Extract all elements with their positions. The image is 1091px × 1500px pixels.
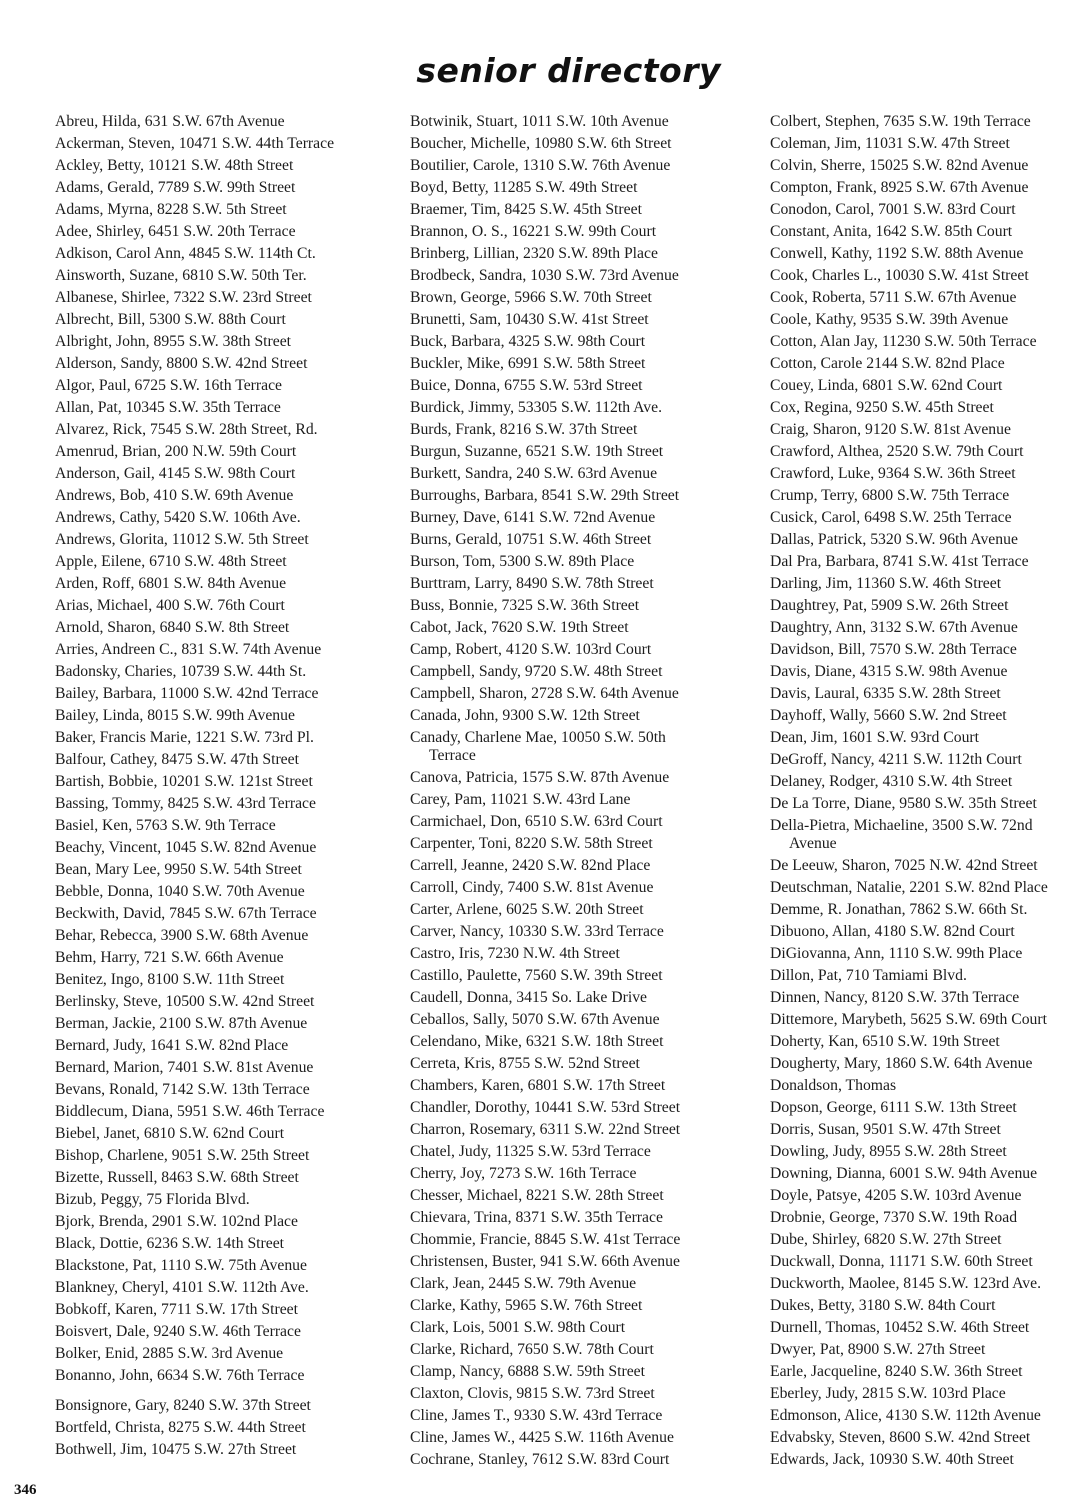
directory-entry: Clarke, Richard, 7650 S.W. 78th Court	[410, 1341, 654, 1358]
directory-entry: Carrell, Jeanne, 2420 S.W. 82nd Place	[410, 857, 651, 874]
directory-entry: Cerreta, Kris, 8755 S.W. 52nd Street	[410, 1055, 640, 1072]
directory-entry: Adams, Gerald, 7789 S.W. 99th Street	[55, 179, 296, 196]
directory-entry: Dube, Shirley, 6820 S.W. 27th Street	[770, 1231, 1002, 1248]
directory-entry: Bizub, Peggy, 75 Florida Blvd.	[55, 1191, 250, 1208]
directory-entry: Della-Pietra, Michaeline, 3500 S.W. 72nd	[770, 817, 1033, 834]
page-title: senior directory	[416, 51, 721, 90]
directory-entry: Clamp, Nancy, 6888 S.W. 59th Street	[410, 1363, 645, 1380]
directory-entry: Ainsworth, Suzane, 6810 S.W. 50th Ter.	[55, 267, 307, 284]
directory-entry: Brodbeck, Sandra, 1030 S.W. 73rd Avenue	[410, 267, 679, 284]
directory-column-2	[410, 111, 760, 1471]
directory-entry: Balfour, Cathey, 8475 S.W. 47th Street	[55, 751, 299, 768]
directory-entry: Castillo, Paulette, 7560 S.W. 39th Street	[410, 967, 663, 984]
directory-entry: Cline, James T., 9330 S.W. 43rd Terrace	[410, 1407, 663, 1424]
directory-entry: Charron, Rosemary, 6311 S.W. 22nd Street	[410, 1121, 681, 1138]
directory-entry: Canova, Patricia, 1575 S.W. 87th Avenue	[410, 769, 670, 786]
directory-entry: Beachy, Vincent, 1045 S.W. 82nd Avenue	[55, 839, 317, 856]
directory-entry: Albright, John, 8955 S.W. 38th Street	[55, 333, 292, 350]
directory-entry: Clark, Jean, 2445 S.W. 79th Avenue	[410, 1275, 637, 1292]
directory-entry: DeGroff, Nancy, 4211 S.W. 112th Court	[770, 751, 1022, 768]
directory-column-3	[770, 111, 1088, 1471]
directory-entry: Campbell, Sharon, 2728 S.W. 64th Avenue	[410, 685, 679, 702]
directory-entry: Canady, Charlene Mae, 10050 S.W. 50th	[410, 729, 666, 746]
directory-entry: Downing, Dianna, 6001 S.W. 94th Avenue	[770, 1165, 1038, 1182]
directory-entry: Celendano, Mike, 6321 S.W. 18th Street	[410, 1033, 664, 1050]
directory-entry: Brannon, O. S., 16221 S.W. 99th Court	[410, 223, 657, 240]
directory-entry: Craig, Sharon, 9120 S.W. 81st Avenue	[770, 421, 1011, 438]
directory-entry: Chesser, Michael, 8221 S.W. 28th Street	[410, 1187, 664, 1204]
directory-entry: Duckwall, Donna, 11171 S.W. 60th Street	[770, 1253, 1033, 1270]
directory-entry: Burttram, Larry, 8490 S.W. 78th Street	[410, 575, 654, 592]
directory-entry: Bobkoff, Karen, 7711 S.W. 17th Street	[55, 1301, 298, 1318]
directory-entry: Apple, Eilene, 6710 S.W. 48th Street	[55, 553, 287, 570]
directory-entry: Carroll, Cindy, 7400 S.W. 81st Avenue	[410, 879, 654, 896]
directory-entry: Coole, Kathy, 9535 S.W. 39th Avenue	[770, 311, 1009, 328]
directory-entry: Boyd, Betty, 11285 S.W. 49th Street	[410, 179, 638, 196]
directory-entry: Cherry, Joy, 7273 S.W. 16th Terrace	[410, 1165, 637, 1182]
directory-entry: Beckwith, David, 7845 S.W. 67th Terrace	[55, 905, 317, 922]
directory-entry: Campbell, Sandy, 9720 S.W. 48th Street	[410, 663, 663, 680]
directory-entry: Baker, Francis Marie, 1221 S.W. 73rd Pl.	[55, 729, 314, 746]
directory-entry: Dwyer, Pat, 8900 S.W. 27th Street	[770, 1341, 986, 1358]
directory-entry: Daughtrey, Pat, 5909 S.W. 26th Street	[770, 597, 1009, 614]
directory-entry: Burdick, Jimmy, 53305 S.W. 112th Ave.	[410, 399, 663, 416]
directory-entry: Clark, Lois, 5001 S.W. 98th Court	[410, 1319, 626, 1336]
directory-entry: Benitez, Ingo, 8100 S.W. 11th Street	[55, 971, 285, 988]
directory-entry: Davidson, Bill, 7570 S.W. 28th Terrace	[770, 641, 1017, 658]
directory-entry: Dayhoff, Wally, 5660 S.W. 2nd Street	[770, 707, 1007, 724]
directory-entry: Clarke, Kathy, 5965 S.W. 76th Street	[410, 1297, 643, 1314]
directory-entry: Bevans, Ronald, 7142 S.W. 13th Terrace	[55, 1081, 310, 1098]
directory-entry: Bassing, Tommy, 8425 S.W. 43rd Terrace	[55, 795, 316, 812]
directory-entry: Cook, Roberta, 5711 S.W. 67th Avenue	[770, 289, 1017, 306]
directory-entry: Eberley, Judy, 2815 S.W. 103rd Place	[770, 1385, 1006, 1402]
directory-entry: Carter, Arlene, 6025 S.W. 20th Street	[410, 901, 644, 918]
directory-entry: Abreu, Hilda, 631 S.W. 67th Avenue	[55, 113, 285, 130]
directory-entry: Blackstone, Pat, 1110 S.W. 75th Avenue	[55, 1257, 307, 1274]
directory-entry: Compton, Frank, 8925 S.W. 67th Avenue	[770, 179, 1029, 196]
directory-entry: Dopson, George, 6111 S.W. 13th Street	[770, 1099, 1017, 1116]
directory-column-1	[55, 111, 400, 1461]
directory-entry: Conodon, Carol, 7001 S.W. 83rd Court	[770, 201, 1016, 218]
directory-entry: Crawford, Althea, 2520 S.W. 79th Court	[770, 443, 1024, 460]
directory-entry: Biebel, Janet, 6810 S.W. 62nd Court	[55, 1125, 285, 1142]
directory-entry: Dal Pra, Barbara, 8741 S.W. 41st Terrace	[770, 553, 1029, 570]
directory-entry: Burkett, Sandra, 240 S.W. 63rd Avenue	[410, 465, 658, 482]
directory-entry: Davis, Diane, 4315 S.W. 98th Avenue	[770, 663, 1008, 680]
directory-entry: Arries, Andreen C., 831 S.W. 74th Avenue	[55, 641, 322, 658]
directory-entry: Carmichael, Don, 6510 S.W. 63rd Court	[410, 813, 663, 830]
directory-entry: Bernard, Marion, 7401 S.W. 81st Avenue	[55, 1059, 314, 1076]
directory-entry: Dougherty, Mary, 1860 S.W. 64th Avenue	[770, 1055, 1033, 1072]
directory-entry: Allan, Pat, 10345 S.W. 35th Terrace	[55, 399, 281, 416]
directory-entry: Bizette, Russell, 8463 S.W. 68th Street	[55, 1169, 299, 1186]
directory-entry: Dallas, Patrick, 5320 S.W. 96th Avenue	[770, 531, 1018, 548]
directory-entry: Dean, Jim, 1601 S.W. 93rd Court	[770, 729, 980, 746]
directory-entry: Alvarez, Rick, 7545 S.W. 28th Street, Rd.	[55, 421, 318, 438]
directory-entry: Arden, Roff, 6801 S.W. 84th Avenue	[55, 575, 287, 592]
directory-entry: Albanese, Shirlee, 7322 S.W. 23rd Street	[55, 289, 312, 306]
directory-entry: Claxton, Clovis, 9815 S.W. 73rd Street	[410, 1385, 655, 1402]
directory-entry: Burson, Tom, 5300 S.W. 89th Place	[410, 553, 635, 570]
directory-entry: Alderson, Sandy, 8800 S.W. 42nd Street	[55, 355, 308, 372]
directory-entry: Adkison, Carol Ann, 4845 S.W. 114th Ct.	[55, 245, 316, 262]
directory-entry: Colvin, Sherre, 15025 S.W. 82nd Avenue	[770, 157, 1029, 174]
directory-entry: Buice, Donna, 6755 S.W. 53rd Street	[410, 377, 643, 394]
directory-entry: Botwinik, Stuart, 1011 S.W. 10th Avenue	[410, 113, 669, 130]
directory-entry: Chatel, Judy, 11325 S.W. 53rd Terrace	[410, 1143, 651, 1160]
directory-entry: Cochrane, Stanley, 7612 S.W. 83rd Court	[410, 1451, 670, 1468]
directory-entry: Carey, Pam, 11021 S.W. 43rd Lane	[410, 791, 631, 808]
directory-entry: Brinberg, Lillian, 2320 S.W. 89th Place	[410, 245, 658, 262]
directory-entry: Boutilier, Carole, 1310 S.W. 76th Avenue	[410, 157, 671, 174]
directory-entry: Dowling, Judy, 8955 S.W. 28th Street	[770, 1143, 1007, 1160]
directory-entry: Bonsignore, Gary, 8240 S.W. 37th Street	[55, 1397, 311, 1414]
directory-entry: Cotton, Carole 2144 S.W. 82nd Place	[770, 355, 1005, 372]
directory-entry: Doherty, Kan, 6510 S.W. 19th Street	[770, 1033, 1000, 1050]
directory-entry: Donaldson, Thomas	[770, 1077, 897, 1094]
directory-entry: Davis, Laural, 6335 S.W. 28th Street	[770, 685, 1001, 702]
directory-entry: Durnell, Thomas, 10452 S.W. 46th Street	[770, 1319, 1030, 1336]
directory-entry: Berman, Jackie, 2100 S.W. 87th Avenue	[55, 1015, 308, 1032]
directory-entry: Bailey, Linda, 8015 S.W. 99th Avenue	[55, 707, 295, 724]
directory-entry: Crump, Terry, 6800 S.W. 75th Terrace	[770, 487, 1010, 504]
directory-entry: Coleman, Jim, 11031 S.W. 47th Street	[770, 135, 1010, 152]
directory-entry: Bonanno, John, 6634 S.W. 76th Terrace	[55, 1367, 305, 1384]
directory-entry: Chandler, Dorothy, 10441 S.W. 53rd Street	[410, 1099, 681, 1116]
directory-entry: Bernard, Judy, 1641 S.W. 82nd Place	[55, 1037, 289, 1054]
directory-entry: Demme, R. Jonathan, 7862 S.W. 66th St.	[770, 901, 1028, 918]
directory-entry: Behm, Harry, 721 S.W. 66th Avenue	[55, 949, 284, 966]
directory-entry: Caudell, Donna, 3415 So. Lake Drive	[410, 989, 648, 1006]
directory-entry: Castro, Iris, 7230 N.W. 4th Street	[410, 945, 620, 962]
directory-entry: Dittemore, Marybeth, 5625 S.W. 69th Court	[770, 1011, 1047, 1028]
directory-entry: Cook, Charles L., 10030 S.W. 41st Street	[770, 267, 1029, 284]
directory-entry: Chommie, Francie, 8845 S.W. 41st Terrace	[410, 1231, 681, 1248]
directory-entry: Burgun, Suzanne, 6521 S.W. 19th Street	[410, 443, 664, 460]
directory-entry: Brown, George, 5966 S.W. 70th Street	[410, 289, 652, 306]
directory-entry: Bothwell, Jim, 10475 S.W. 27th Street	[55, 1441, 297, 1458]
directory-entry: Burns, Gerald, 10751 S.W. 46th Street	[410, 531, 652, 548]
page-number: 346	[14, 1482, 37, 1498]
directory-entry: Dinnen, Nancy, 8120 S.W. 37th Terrace	[770, 989, 1020, 1006]
directory-entry: Basiel, Ken, 5763 S.W. 9th Terrace	[55, 817, 276, 834]
directory-entry: Dibuono, Allan, 4180 S.W. 82nd Court	[770, 923, 1015, 940]
directory-entry: Conwell, Kathy, 1192 S.W. 88th Avenue	[770, 245, 1024, 262]
directory-entry: Canada, John, 9300 S.W. 12th Street	[410, 707, 640, 724]
directory-entry: Dillon, Pat, 710 Tamiami Blvd.	[770, 967, 967, 984]
directory-entry: Berlinsky, Steve, 10500 S.W. 42nd Street	[55, 993, 315, 1010]
directory-entry: Burds, Frank, 8216 S.W. 37th Street	[410, 421, 638, 438]
directory-entry: Cox, Regina, 9250 S.W. 45th Street	[770, 399, 994, 416]
directory-entry: Andrews, Cathy, 5420 S.W. 106th Ave.	[55, 509, 301, 526]
directory-entry: Boucher, Michelle, 10980 S.W. 6th Street	[410, 135, 672, 152]
directory-entry: Ceballos, Sally, 5070 S.W. 67th Avenue	[410, 1011, 660, 1028]
directory-entry: Bean, Mary Lee, 9950 S.W. 54th Street	[55, 861, 302, 878]
directory-entry: Adee, Shirley, 6451 S.W. 20th Terrace	[55, 223, 296, 240]
directory-entry-continuation: Avenue	[789, 835, 837, 852]
directory-entry: Bailey, Barbara, 11000 S.W. 42nd Terrace	[55, 685, 319, 702]
directory-entry: Braemer, Tim, 8425 S.W. 45th Street	[410, 201, 642, 218]
directory-entry: Cusick, Carol, 6498 S.W. 25th Terrace	[770, 509, 1012, 526]
directory-entry: Badonsky, Charies, 10739 S.W. 44th St.	[55, 663, 307, 680]
directory-entry: Dukes, Betty, 3180 S.W. 84th Court	[770, 1297, 996, 1314]
directory-entry: Black, Dottie, 6236 S.W. 14th Street	[55, 1235, 285, 1252]
directory-entry: Biddlecum, Diana, 5951 S.W. 46th Terrace	[55, 1103, 325, 1120]
directory-entry: Bortfeld, Christa, 8275 S.W. 44th Street	[55, 1419, 306, 1436]
directory-entry: Boisvert, Dale, 9240 S.W. 46th Terrace	[55, 1323, 301, 1340]
directory-entry: Andrews, Bob, 410 S.W. 69th Avenue	[55, 487, 294, 504]
directory-entry: Duckworth, Maolee, 8145 S.W. 123rd Ave.	[770, 1275, 1042, 1292]
directory-entry: Bishop, Charlene, 9051 S.W. 25th Street	[55, 1147, 310, 1164]
directory-entry: Christensen, Buster, 941 S.W. 66th Avenue	[410, 1253, 680, 1270]
directory-entry: Chievara, Trina, 8371 S.W. 35th Terrace	[410, 1209, 663, 1226]
directory-entry: Buck, Barbara, 4325 S.W. 98th Court	[410, 333, 646, 350]
directory-entry: Doyle, Patsye, 4205 S.W. 103rd Avenue	[770, 1187, 1022, 1204]
directory-entry: Carver, Nancy, 10330 S.W. 33rd Terrace	[410, 923, 664, 940]
directory-entry: Crawford, Luke, 9364 S.W. 36th Street	[770, 465, 1016, 482]
directory-entry: Bjork, Brenda, 2901 S.W. 102nd Place	[55, 1213, 298, 1230]
directory-entry: Bartish, Bobbie, 10201 S.W. 121st Street	[55, 773, 313, 790]
directory-entry: Burney, Dave, 6141 S.W. 72nd Avenue	[410, 509, 656, 526]
directory-entry: Carpenter, Toni, 8220 S.W. 58th Street	[410, 835, 653, 852]
directory-entry: Adams, Myrna, 8228 S.W. 5th Street	[55, 201, 287, 218]
directory-entry: Edwards, Jack, 10930 S.W. 40th Street	[770, 1451, 1014, 1468]
directory-entry: Albrecht, Bill, 5300 S.W. 88th Court	[55, 311, 286, 328]
directory-entry: Amenrud, Brian, 200 N.W. 59th Court	[55, 443, 297, 460]
directory-entry: Cline, James W., 4425 S.W. 116th Avenue	[410, 1429, 674, 1446]
directory-entry: Edvabsky, Steven, 8600 S.W. 42nd Street	[770, 1429, 1031, 1446]
directory-entry: Couey, Linda, 6801 S.W. 62nd Court	[770, 377, 1003, 394]
directory-entry: De La Torre, Diane, 9580 S.W. 35th Street	[770, 795, 1037, 812]
directory-entry: Camp, Robert, 4120 S.W. 103rd Court	[410, 641, 652, 658]
directory-entry: De Leeuw, Sharon, 7025 N.W. 42nd Street	[770, 857, 1038, 874]
directory-entry: Algor, Paul, 6725 S.W. 16th Terrace	[55, 377, 283, 394]
directory-entry: Colbert, Stephen, 7635 S.W. 19th Terrace	[770, 113, 1031, 130]
directory-entry: Brunetti, Sam, 10430 S.W. 41st Street	[410, 311, 649, 328]
directory-entry: Ackerman, Steven, 10471 S.W. 44th Terrace	[55, 135, 335, 152]
directory-entry: Buss, Bonnie, 7325 S.W. 36th Street	[410, 597, 640, 614]
directory-entry: Buckler, Mike, 6991 S.W. 58th Street	[410, 355, 646, 372]
directory-entry: Deutschman, Natalie, 2201 S.W. 82nd Place	[770, 879, 1048, 896]
directory-entry: Dorris, Susan, 9501 S.W. 47th Street	[770, 1121, 1001, 1138]
directory-entry: Blankney, Cheryl, 4101 S.W. 112th Ave.	[55, 1279, 309, 1296]
directory-entry: Darling, Jim, 11360 S.W. 46th Street	[770, 575, 1002, 592]
directory-entry: Bebble, Donna, 1040 S.W. 70th Avenue	[55, 883, 305, 900]
directory-entry: Earle, Jacqueline, 8240 S.W. 36th Street	[770, 1363, 1023, 1380]
directory-entry: Daughtry, Ann, 3132 S.W. 67th Avenue	[770, 619, 1018, 636]
directory-entry: DiGiovanna, Ann, 1110 S.W. 99th Place	[770, 945, 1023, 962]
directory-entry: Constant, Anita, 1642 S.W. 85th Court	[770, 223, 1013, 240]
directory-entry: Drobnie, George, 7370 S.W. 19th Road	[770, 1209, 1018, 1226]
directory-entry: Cabot, Jack, 7620 S.W. 19th Street	[410, 619, 629, 636]
directory-entry: Delaney, Rodger, 4310 S.W. 4th Street	[770, 773, 1013, 790]
directory-entry: Burroughs, Barbara, 8541 S.W. 29th Street	[410, 487, 680, 504]
directory-entry-continuation: Terrace	[429, 747, 476, 764]
directory-entry: Chambers, Karen, 6801 S.W. 17th Street	[410, 1077, 666, 1094]
directory-entry: Andrews, Glorita, 11012 S.W. 5th Street	[55, 531, 309, 548]
directory-entry: Anderson, Gail, 4145 S.W. 98th Court	[55, 465, 296, 482]
directory-entry: Edmonson, Alice, 4130 S.W. 112th Avenue	[770, 1407, 1041, 1424]
directory-entry: Arnold, Sharon, 6840 S.W. 8th Street	[55, 619, 290, 636]
directory-entry: Bolker, Enid, 2885 S.W. 3rd Avenue	[55, 1345, 284, 1362]
directory-entry: Behar, Rebecca, 3900 S.W. 68th Avenue	[55, 927, 309, 944]
directory-entry: Cotton, Alan Jay, 11230 S.W. 50th Terrace	[770, 333, 1037, 350]
directory-entry: Ackley, Betty, 10121 S.W. 48th Street	[55, 157, 294, 174]
directory-entry: Arias, Michael, 400 S.W. 76th Court	[55, 597, 285, 614]
